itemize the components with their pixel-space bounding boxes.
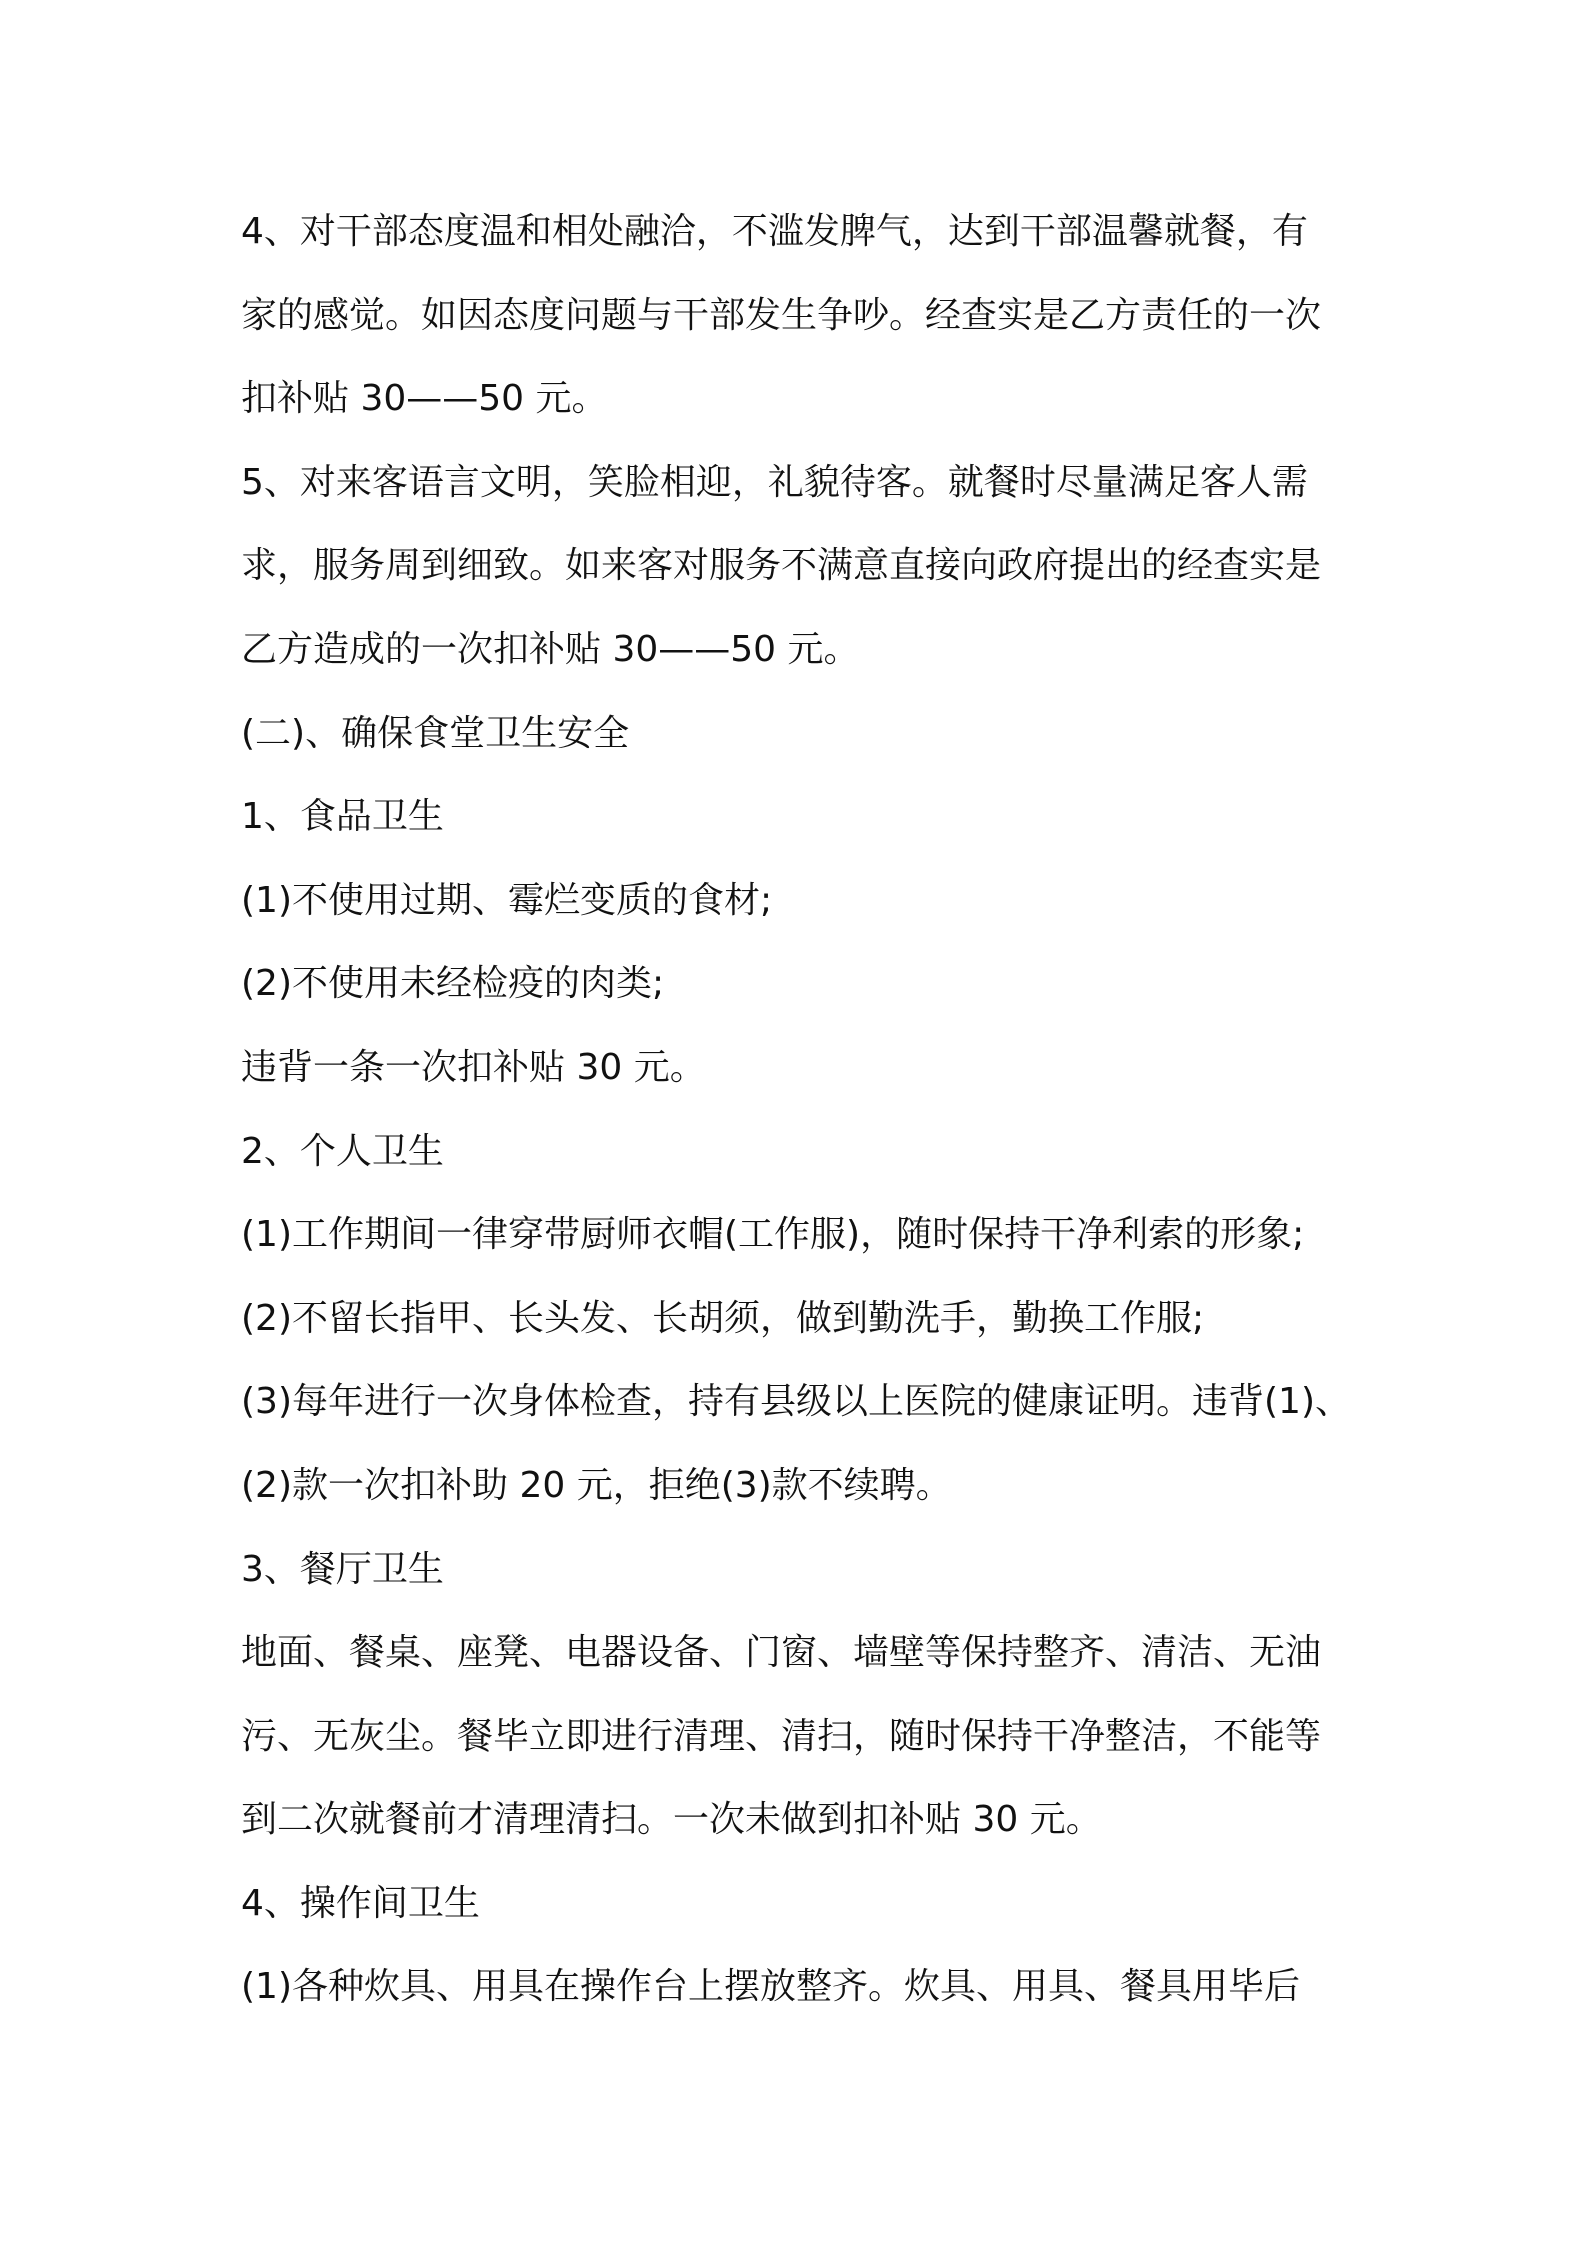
text-line: 求，服务周到细致。如来客对服务不满意直接向政府提出的经查实是 [241, 545, 1322, 587]
subsection-heading: 2、个人卫生 [241, 1130, 444, 1172]
text-line: 5、对来客语言文明，笑脸相迎，礼貌待客。就餐时尽量满足客人需 [241, 461, 1308, 503]
text-line: (3)每年进行一次身体检查，持有县级以上医院的健康证明。违背(1)、 [241, 1381, 1351, 1423]
text-line: 4、对干部态度温和相处融洽，不滥发脾气，达到干部温馨就餐，有 [241, 211, 1308, 252]
text-line: 家的感觉。如因态度问题与干部发生争吵。经查实是乙方责任的一次 [241, 294, 1322, 336]
document-body [241, 190, 1371, 2029]
text-line: (2)不使用未经检疫的肉类; [241, 963, 665, 1005]
text-line: 到二次就餐前才清理清扫。一次未做到扣补贴 30 元。 [241, 1799, 1102, 1841]
text-line: 扣补贴 30——50 元。 [241, 378, 608, 420]
section-heading: (二)、确保食堂卫生安全 [241, 712, 630, 754]
subsection-heading: 3、餐厅卫生 [241, 1548, 444, 1590]
text-line: (1)各种炊具、用具在操作台上摆放整齐。炊具、用具、餐具用毕后 [241, 1966, 1300, 2008]
text-line: (1)不使用过期、霉烂变质的食材; [241, 879, 773, 921]
text-line: (2)不留长指甲、长头发、长胡须，做到勤洗手，勤换工作服; [241, 1297, 1205, 1339]
text-line: (2)款一次扣补助 20 元，拒绝(3)款不续聘。 [241, 1464, 952, 1506]
text-line: 地面、餐桌、座凳、电器设备、门窗、墙壁等保持整齐、清洁、无油 [241, 1632, 1322, 1674]
subsection-heading: 4、操作间卫生 [241, 1882, 480, 1924]
subsection-heading: 1、食品卫生 [241, 796, 444, 838]
text-line: 违背一条一次扣补贴 30 元。 [241, 1046, 706, 1088]
text-line: 乙方造成的一次扣补贴 30——50 元。 [241, 628, 860, 670]
text-line: (1)工作期间一律穿带厨师衣帽(工作服)，随时保持干净利索的形象; [241, 1214, 1305, 1256]
text-line: 污、无灰尘。餐毕立即进行清理、清扫，随时保持干净整洁，不能等 [241, 1715, 1322, 1757]
